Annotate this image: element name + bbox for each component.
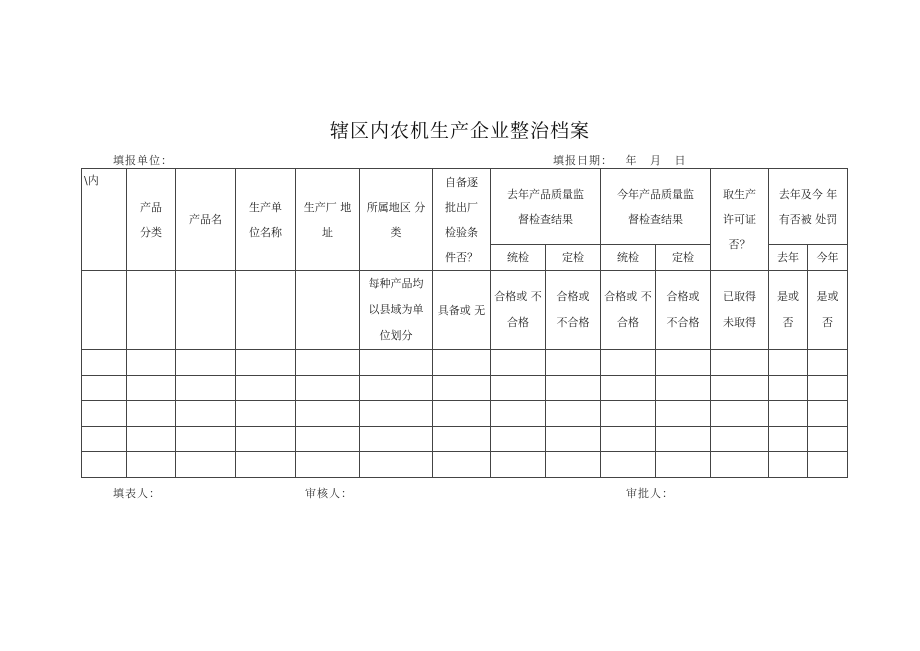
subheader-this-dingjian: 定检 — [656, 245, 711, 271]
subheader-this-year: 今年 — [808, 245, 848, 271]
table-cell[interactable] — [82, 350, 127, 376]
table-cell[interactable] — [176, 427, 236, 452]
table-cell[interactable] — [176, 452, 236, 478]
table-cell[interactable] — [236, 401, 296, 427]
table-cell[interactable] — [491, 401, 546, 427]
table-cell[interactable] — [176, 401, 236, 427]
table-cell[interactable] — [546, 452, 601, 478]
header-manufacturer: 生产单 位名称 — [236, 169, 296, 271]
table-cell[interactable] — [491, 350, 546, 376]
table-cell[interactable] — [808, 452, 848, 478]
header-this-year-result: 今年产品质量监 督检查结果 — [601, 169, 711, 245]
document-title: 辖区内农机生产企业整治档案 — [329, 120, 590, 142]
table-cell[interactable] — [546, 350, 601, 376]
header-product-name: 产品名 — [176, 169, 236, 271]
sample-region: 每种产品均 以县域为单 位划分 — [360, 271, 433, 350]
table-cell[interactable] — [127, 350, 176, 376]
sample-last-dingjian: 合格或 不合格 — [546, 271, 601, 350]
empty-row — [82, 452, 848, 478]
table-cell[interactable] — [82, 271, 127, 350]
table-cell[interactable] — [296, 376, 360, 401]
table-cell[interactable] — [433, 452, 491, 478]
reporting-date — [553, 152, 687, 168]
table-cell[interactable] — [433, 427, 491, 452]
table-cell[interactable] — [546, 376, 601, 401]
sample-penalty-last: 是或 否 — [769, 271, 808, 350]
table-cell[interactable] — [360, 350, 433, 376]
table-cell[interactable] — [601, 427, 656, 452]
table-cell[interactable] — [546, 427, 601, 452]
table-cell[interactable] — [656, 401, 711, 427]
table-cell[interactable] — [546, 401, 601, 427]
day-label: 日 — [674, 154, 687, 167]
table-cell[interactable] — [296, 350, 360, 376]
table-cell[interactable] — [769, 427, 808, 452]
header-penalty: 去年及今 年 有否被 处罚 — [769, 169, 848, 245]
header-row — [82, 169, 848, 245]
table-cell[interactable] — [491, 376, 546, 401]
table-cell[interactable] — [236, 271, 296, 350]
table-cell[interactable] — [769, 401, 808, 427]
table-cell[interactable] — [769, 452, 808, 478]
table-cell[interactable] — [769, 350, 808, 376]
table-cell[interactable] — [711, 376, 769, 401]
table-cell[interactable] — [656, 350, 711, 376]
table-cell[interactable] — [236, 427, 296, 452]
table-cell[interactable] — [711, 350, 769, 376]
table-cell[interactable] — [601, 401, 656, 427]
sample-this-tongjian: 合格或 不 合格 — [601, 271, 656, 350]
table-cell[interactable] — [127, 427, 176, 452]
table-cell[interactable] — [236, 452, 296, 478]
table-cell[interactable] — [296, 452, 360, 478]
table-cell[interactable] — [601, 350, 656, 376]
table-cell[interactable] — [127, 401, 176, 427]
table-cell[interactable] — [711, 427, 769, 452]
header-self-test: 自备逐 批出厂 检验条 件否？ — [433, 169, 491, 271]
empty-row — [82, 401, 848, 427]
filler-label: 填表人： — [113, 487, 161, 500]
sample-penalty-this: 是或 否 — [808, 271, 848, 350]
header-last-year-result: 去年产品质量监 督检查结果 — [491, 169, 601, 245]
sample-self-test: 具备或 无 — [433, 271, 491, 350]
table-cell[interactable] — [360, 427, 433, 452]
sample-last-tongjian: 合格或 不 合格 — [491, 271, 546, 350]
empty-row — [82, 350, 848, 376]
table-cell[interactable] — [82, 376, 127, 401]
table-cell[interactable] — [127, 452, 176, 478]
table-cell[interactable] — [236, 376, 296, 401]
header-license: 取生产 许可证 否？ — [711, 169, 769, 271]
table-cell[interactable] — [296, 427, 360, 452]
year-label: 年 — [625, 154, 638, 167]
table-cell[interactable] — [82, 452, 127, 478]
table-cell[interactable] — [296, 271, 360, 350]
corner-cell: \内 — [82, 169, 127, 271]
table-cell[interactable] — [808, 376, 848, 401]
empty-row — [82, 427, 848, 452]
table-cell[interactable] — [491, 427, 546, 452]
table-cell[interactable] — [601, 452, 656, 478]
table-cell[interactable] — [296, 401, 360, 427]
table-cell[interactable] — [433, 376, 491, 401]
sample-this-dingjian: 合格或 不合格 — [656, 271, 711, 350]
subheader-last-dingjian: 定检 — [546, 245, 601, 271]
approver-label: 审批人： — [626, 487, 674, 500]
table-cell[interactable] — [176, 376, 236, 401]
table-cell[interactable] — [82, 401, 127, 427]
table-cell[interactable] — [433, 350, 491, 376]
table-cell[interactable] — [127, 271, 176, 350]
table-cell[interactable] — [127, 376, 176, 401]
subheader-last-year: 去年 — [769, 245, 808, 271]
subheader-this-tongjian: 统检 — [601, 245, 656, 271]
archive-table — [81, 168, 848, 478]
table-cell[interactable] — [601, 376, 656, 401]
header-product-category: 产品 分类 — [127, 169, 176, 271]
sample-row — [82, 271, 848, 350]
reporting-date-label: 填报日期： — [553, 154, 613, 167]
table-cell[interactable] — [360, 376, 433, 401]
table-cell[interactable] — [656, 452, 711, 478]
header-factory-address: 生产厂 地 址 — [296, 169, 360, 271]
reporting-unit-label: 填报单位： — [113, 154, 173, 167]
table-cell[interactable] — [360, 452, 433, 478]
table-cell[interactable] — [808, 401, 848, 427]
table-cell[interactable] — [491, 452, 546, 478]
table-cell[interactable] — [656, 427, 711, 452]
table-cell[interactable] — [176, 271, 236, 350]
table-cell[interactable] — [82, 427, 127, 452]
table-cell[interactable] — [176, 350, 236, 376]
table-cell[interactable] — [808, 427, 848, 452]
table-cell[interactable] — [433, 401, 491, 427]
table-cell[interactable] — [656, 376, 711, 401]
table-cell[interactable] — [769, 376, 808, 401]
reviewer-label: 审核人： — [305, 487, 353, 500]
table-cell[interactable] — [711, 401, 769, 427]
empty-row — [82, 376, 848, 401]
subheader-last-tongjian: 统检 — [491, 245, 546, 271]
table-cell[interactable] — [711, 452, 769, 478]
table-cell[interactable] — [236, 350, 296, 376]
table-cell[interactable] — [360, 401, 433, 427]
sample-license: 已取得 未取得 — [711, 271, 769, 350]
table-cell[interactable] — [808, 350, 848, 376]
month-label: 月 — [650, 154, 662, 167]
header-region: 所属地区 分 类 — [360, 169, 433, 271]
